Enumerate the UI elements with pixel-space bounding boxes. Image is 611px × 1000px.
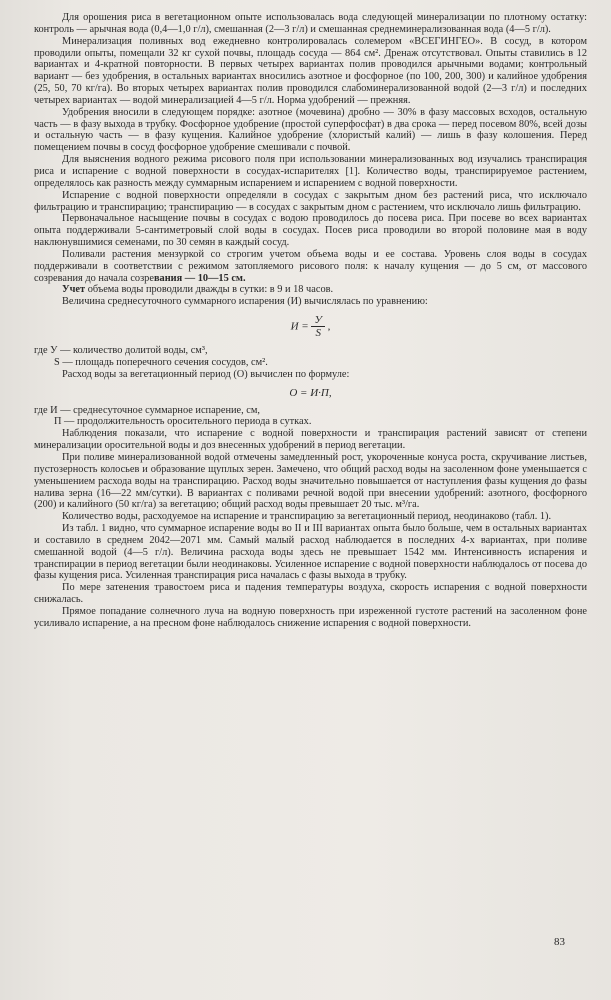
- paragraph: [34, 284, 587, 296]
- formula-numerator: У: [311, 314, 324, 327]
- paragraph-bold-text: вания — 10—15 см.: [153, 272, 246, 284]
- paragraph: Прямое попадание солнечного луча на водную поверхность при изреженной густоте растений на засоленном фоне усиливало испарение, а на пресном фоне наблюдалось снижение испарения с водной поверхности.: [34, 605, 587, 629]
- definition-line: где У — количество долитой воды, см³,: [34, 345, 208, 357]
- paragraph-text: объема воды проводили дважды в сутки: в 9 и 18 часов.: [85, 284, 334, 296]
- paragraph-text: Поливали растения мензуркой со строгим учетом объема воды и ее состава. Уровень слоя воды в сосудах поддерживали в соответствии с режимом затопляемого рисового поля: к началу кущения — до 5 см, от массового созревания до начала созре: [34, 248, 587, 284]
- paragraph: Величина среднесуточного суммарного испарения (И) вычислялась по уравнению:: [62, 296, 428, 308]
- paragraph: Из табл. 1 видно, что суммарное испарение воды во II и III вариантах опыта было больше, чем в остальных вариантах и составило в среднем 2042—2071 мм. Самый малый расход наблюдается в последних 4-х вариантах, при поливе смешанной водой (4—5 г/л). Величина расхода воды здесь не превышает 1542 мм. Интенсивность испарения и транспирации в период вегетации были неодинаковы. Усиленное испарение с водной поверхности наблюдалось от посева до фазы кущения риса. Усиленная транспирация риса началась с фазы выхода в трубку.: [34, 523, 587, 582]
- paragraph: Для орошения риса в вегетационном опыте использовалась вода следующей минерализации по плотному остатку: контроль — арычная вода (0,4—1,0 г/л), смешанная (2—3 г/л) и смешанная среднеминерализованная вода (4—5 г/л).: [34, 12, 587, 35]
- formula-fraction: [311, 314, 324, 339]
- paragraph: Для выяснения водного режима рисового поля при использовании минерализованных вод изучались транспирация риса и испарение с водной поверхности в сосудах-испарителях [1]. Количество воды, транспирируемое растением, определялось как разность между суммарным испарением и испарением с водной поверхности.: [34, 154, 587, 189]
- page-number: 83: [554, 936, 565, 948]
- paragraph: При поливе минерализованной водой отмечены замедленный рост, укороченные конуса роста, скручивание листьев, пустозерность колосьев и образование щуплых зерен. Замечено, что общий расход воды на засоленном фоне уменьшается с уменьшением расхода воды на транспирацию. Расход воды значительно повышается от наступления фазы кущения до фазы налива зерна (16—22 мм/сутки). В вариантах с поливами речной водой при внесении удобрений: азотного, фосфорного (200) и калийного (50 кг/га) за вегетацию; общий расход воды превышает 20 тыс. м³/га.: [34, 452, 587, 511]
- paragraph: Первоначальное насыщение почвы в сосудах с водою проводилось до посева риса. При посеве во всех вариантах опыта поддерживали 5-сантиметровый слой воды в сосудах. Посев риса проводили во второй половине мая в воду наклюнувшимися семенами, по 30 семян в каждый сосуд.: [34, 213, 587, 249]
- definition-line: S — площадь поперечного сечения сосудов, см².: [54, 356, 268, 368]
- paragraph: Удобрения вносили в следующем порядке: азотное (мочевина) дробно — 30% в фазу массовых всходов, остальную часть — в фазу выхода в трубку. Фосфорное удобрение (простой суперфосфат) в два срока — перед посевом 80%, всей дозы и остальную часть — в фазу кущения. Калийное удобрение (хлористый калий) — лишь в фазу колошения. Перед помещением почвы в сосуд фосфорное удобрение смешивали с почвой.: [34, 106, 587, 154]
- paragraph: Минерализация поливных вод ежедневно контролировалась солемером «ВСЕГИНГЕО». В сосуд, в котором проводили опыты, помещали 32 кг сухой почвы, площадь сосуда — 864 см². Дренаж отсутствовал. Опыты ставились в 12 вариантах и 4-кратной повторности. В первых четырех вариантах полив проводился арычными водами; контрольный вариант — без удобрения, в остальных вариантах вносились азотное и фосфорное (по 100, 200, 300) и калийное удобрения (25, 50, 70 кг/га). Во вторых четырех вариантах полив проводился слабоминерализованной водой (2—3 г/л) и последних четырех вариантах — водой минерализацией 4—5 г/л. Норма удобрений — прежняя.: [34, 35, 587, 106]
- formula-evaporation: [34, 314, 587, 339]
- formula-tail: ,: [327, 320, 331, 333]
- formula-lhs: И =: [290, 320, 309, 333]
- paragraph: [34, 249, 587, 285]
- formula-water-consumption: О = И·П,: [289, 386, 332, 399]
- paragraph: Испарение с водной поверхности определяли в сосудах с закрытым дном без растений риса, что исключало фильтрацию и транспирацию; транспирацию — в сосудах с закрытым дном с растением, что исключало лишь фильтрацию.: [34, 189, 587, 213]
- body-text: [34, 12, 587, 630]
- formula-denominator: S: [315, 327, 321, 340]
- paragraph-bold-text: Учет: [62, 284, 86, 296]
- paragraph: Наблюдения показали, что испарение с водной поверхности и транспирация растений зависят от степени минерализации оросительной воды и доз внесенных удобрений в период вегетации.: [34, 428, 587, 452]
- paragraph: По мере затенения травостоем риса и падения температуры воздуха, скорость испарения с водной поверхности снижалась.: [34, 582, 587, 606]
- definition-line: где И — среднесуточное суммарное испарение, см,: [34, 404, 261, 416]
- definition-line: П — продолжительность оросительного периода в сутках.: [54, 416, 312, 428]
- paragraph: Расход воды за вегетационный период (О) вычислен по формуле:: [62, 368, 350, 380]
- paragraph: Количество воды, расходуемое на испарение и транспирацию за вегетационный период, неодинаково (табл. 1).: [62, 511, 552, 523]
